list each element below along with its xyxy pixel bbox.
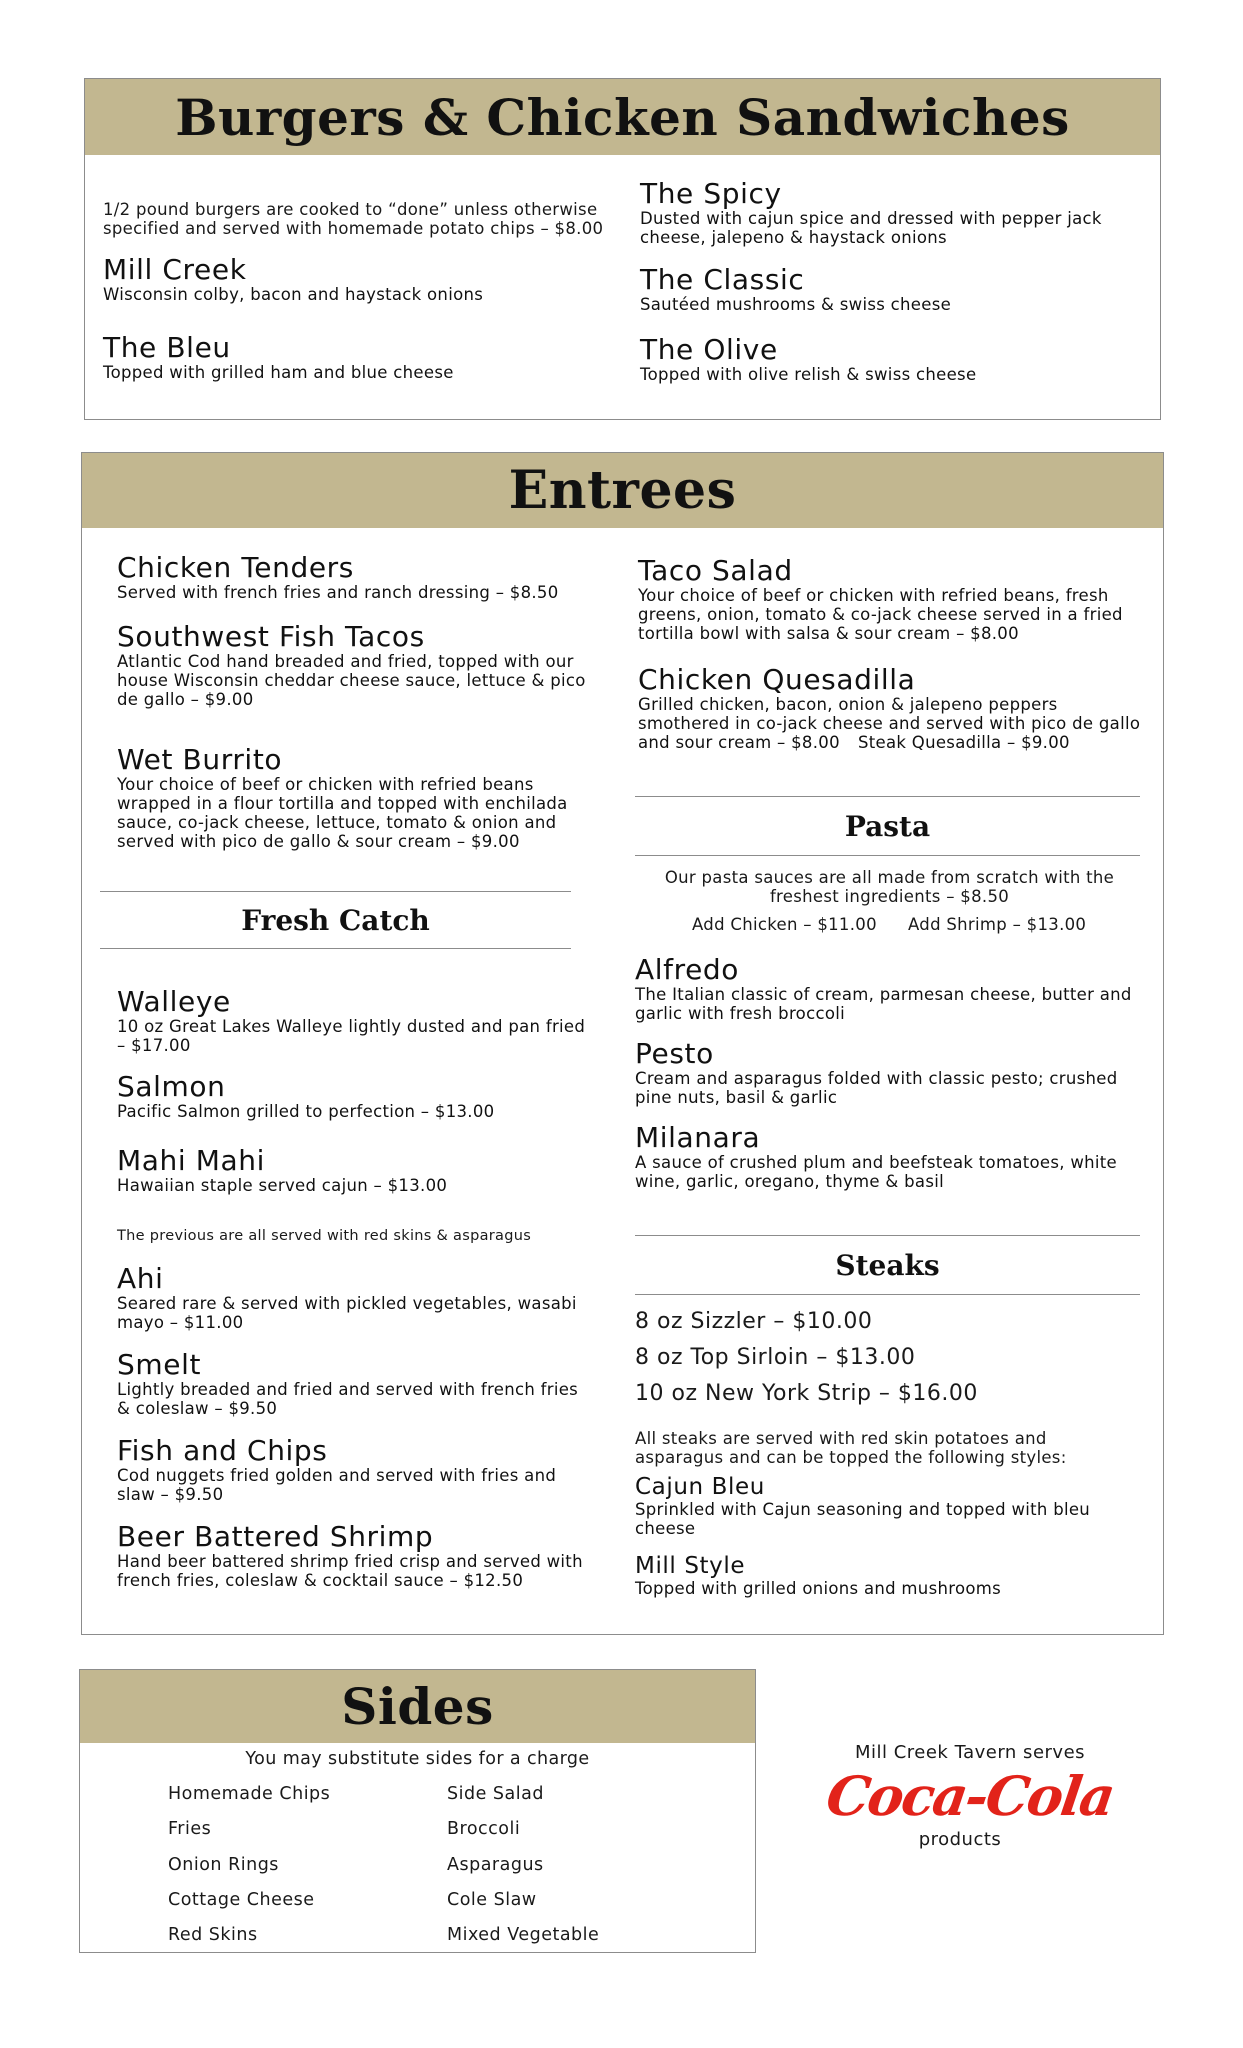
- menu-item: [117, 622, 597, 709]
- menu-item: [117, 1436, 587, 1504]
- pasta-intro: Our pasta sauces are all made from scratch with the freshest ingredients – $8.50: [664, 868, 1115, 906]
- menu-item: [117, 1146, 587, 1195]
- item-desc: 10 oz Great Lakes Walleye lightly dusted and pan fried – $17.00: [117, 1017, 586, 1055]
- fresh-catch-note: The previous are all served with red skins & asparagus: [117, 1228, 532, 1244]
- fresh-catch-header: Fresh Catch: [100, 891, 571, 949]
- menu-item: [117, 987, 587, 1055]
- burgers-section: [84, 78, 1161, 420]
- menu-item: [117, 1350, 587, 1418]
- item-name: Taco Salad: [638, 554, 793, 587]
- burgers-header: [85, 79, 1160, 155]
- item-desc: Hawaiian staple served cajun – $13.00: [117, 1176, 448, 1195]
- coke-line2: products: [918, 1829, 1002, 1850]
- menu-item: [635, 1039, 1150, 1107]
- item-name: The Bleu: [103, 331, 231, 364]
- menu-item: [635, 1123, 1150, 1191]
- steaks-note: All steaks are served with red skin potatoes and asparagus and can be topped the following styles:: [635, 1429, 1067, 1467]
- item-desc: Dusted with cajun spice and dressed with pepper jack cheese, jalepeno & haystack onions: [640, 209, 1102, 247]
- side-item: Red Skins: [168, 1925, 258, 1945]
- menu-item: [103, 333, 623, 382]
- menu-item: [635, 955, 1150, 1023]
- side-item: Asparagus: [447, 1855, 544, 1875]
- entrees-title: Entrees: [508, 460, 737, 521]
- item-name: Ahi: [117, 1262, 164, 1295]
- menu-item: [640, 179, 1145, 247]
- sides-title: Sides: [341, 1677, 494, 1736]
- side-item: Mixed Vegetable: [447, 1925, 600, 1945]
- menu-item: [640, 335, 1145, 384]
- item-desc: Your choice of beef or chicken with refried beans wrapped in a flour tortilla and topped with enchilada sauce, co-jack cheese, lettuce, tomato & onion and served with pico de gallo & sour cream – $9.00: [117, 775, 568, 851]
- item-desc: Pacific Salmon grilled to perfection – $13.00: [117, 1102, 495, 1121]
- item-name: Beer Battered Shrimp: [117, 1520, 434, 1553]
- coke-promo: [820, 1742, 1120, 1850]
- side-item: Homemade Chips: [168, 1784, 331, 1804]
- item-name: Wet Burrito: [117, 743, 283, 776]
- menu-item: [117, 553, 597, 602]
- item-name: The Olive: [640, 333, 778, 366]
- menu-item: [117, 1072, 587, 1121]
- item-name: The Classic: [640, 263, 805, 296]
- item-name: Milanara: [635, 1121, 761, 1154]
- item-name: Southwest Fish Tacos: [117, 620, 425, 653]
- item-desc: Lightly breaded and fried and served with french fries & coleslaw – $9.50: [117, 1380, 579, 1418]
- side-item: Onion Rings: [168, 1855, 279, 1875]
- coke-line1: Mill Creek Tavern serves: [854, 1742, 1086, 1763]
- steak-item: 8 oz Sizzler – $10.00: [635, 1309, 873, 1334]
- menu-item: [635, 1553, 1135, 1598]
- pasta-add-chicken: Add Chicken – $11.00: [692, 915, 877, 934]
- menu-item: [638, 665, 1153, 752]
- steak-item: 8 oz Top Sirloin – $13.00: [635, 1345, 916, 1370]
- item-name: Fish and Chips: [117, 1434, 328, 1467]
- burgers-title: Burgers & Chicken Sandwiches: [175, 87, 1070, 147]
- item-name: Chicken Tenders: [117, 551, 354, 584]
- item-desc: Seared rare & served with pickled vegetables, wasabi mayo – $11.00: [117, 1294, 577, 1332]
- item-desc: Cream and asparagus folded with classic pesto; crushed pine nuts, basil & garlic: [635, 1069, 1118, 1107]
- menu-item: [103, 255, 623, 304]
- item-desc: Topped with grilled ham and blue cheese: [103, 363, 454, 382]
- item-name: Smelt: [117, 1348, 202, 1381]
- burgers-intro: 1/2 pound burgers are cooked to “done” unless otherwise specified and served with homemade potato chips – $8.00: [103, 200, 604, 238]
- menu-item: [635, 1474, 1135, 1538]
- sides-note: You may substitute sides for a charge: [245, 1749, 590, 1769]
- sides-header: [80, 1670, 755, 1743]
- side-item: Fries: [168, 1819, 212, 1839]
- sides-section: [79, 1669, 756, 1953]
- item-desc: The Italian classic of cream, parmesan cheese, butter and garlic with fresh broccoli: [635, 985, 1132, 1023]
- menu-item: [117, 1264, 587, 1332]
- item-name: Salmon: [117, 1070, 226, 1103]
- steak-item: 10 oz New York Strip – $16.00: [635, 1381, 978, 1406]
- item-name: Mahi Mahi: [117, 1144, 265, 1177]
- item-desc: Sprinkled with Cajun seasoning and topped with bleu cheese: [635, 1500, 1091, 1538]
- menu-item: [640, 265, 1145, 314]
- side-item: Broccoli: [447, 1819, 521, 1839]
- item-desc: Wisconsin colby, bacon and haystack onions: [103, 285, 484, 304]
- side-item: Cottage Cheese: [168, 1890, 315, 1910]
- item-desc: Grilled chicken, bacon, onion & jalepeno peppers smothered in co-jack cheese and served with pico de gallo and sour cream – $8.00: [638, 695, 1141, 752]
- item-name: Mill Style: [635, 1553, 746, 1579]
- item-desc: A sauce of crushed plum and beefsteak tomatoes, white wine, garlic, oregano, thyme & basil: [635, 1153, 1117, 1191]
- item-desc: Cod nuggets fried golden and served with fries and slaw – $9.50: [117, 1466, 557, 1504]
- pasta-header: Pasta: [635, 796, 1140, 856]
- item-name: Walleye: [117, 985, 231, 1018]
- item-name: Pesto: [635, 1037, 714, 1070]
- entrees-header: [82, 453, 1163, 528]
- menu-item: [117, 745, 587, 851]
- item-desc: Hand beer battered shrimp fried crisp and served with french fries, coleslaw & cocktail sauce – $12.50: [117, 1552, 583, 1590]
- item-name: Cajun Bleu: [635, 1474, 765, 1500]
- item-name: Alfredo: [635, 953, 740, 986]
- item-desc: Your choice of beef or chicken with refried beans, fresh greens, onion, tomato & co-jack cheese served in a fried tortilla bowl with salsa & sour cream – $8.00: [638, 586, 1123, 643]
- coca-cola-logo: Coca-Cola: [822, 1764, 1118, 1828]
- menu-item: [117, 1522, 587, 1590]
- menu-item: [638, 556, 1153, 643]
- item-extra: Steak Quesadilla – $9.00: [858, 733, 1070, 752]
- item-name: Chicken Quesadilla: [638, 663, 916, 696]
- side-item: Cole Slaw: [447, 1890, 537, 1910]
- item-name: Mill Creek: [103, 253, 247, 286]
- item-desc: Topped with olive relish & swiss cheese: [640, 365, 977, 384]
- steaks-header: Steaks: [635, 1235, 1140, 1295]
- item-name: The Spicy: [640, 177, 782, 210]
- item-desc: Sautéed mushrooms & swiss cheese: [640, 295, 952, 314]
- item-desc: Served with french fries and ranch dressing – $8.50: [117, 583, 559, 602]
- pasta-add-shrimp: Add Shrimp – $13.00: [908, 915, 1087, 934]
- item-desc: Atlantic Cod hand breaded and fried, topped with our house Wisconsin cheddar cheese sauce, lettuce & pico de gallo – $9.00: [117, 652, 586, 709]
- item-desc: Topped with grilled onions and mushrooms: [635, 1579, 1002, 1598]
- side-item: Side Salad: [447, 1784, 544, 1804]
- entrees-section: [81, 452, 1164, 1635]
